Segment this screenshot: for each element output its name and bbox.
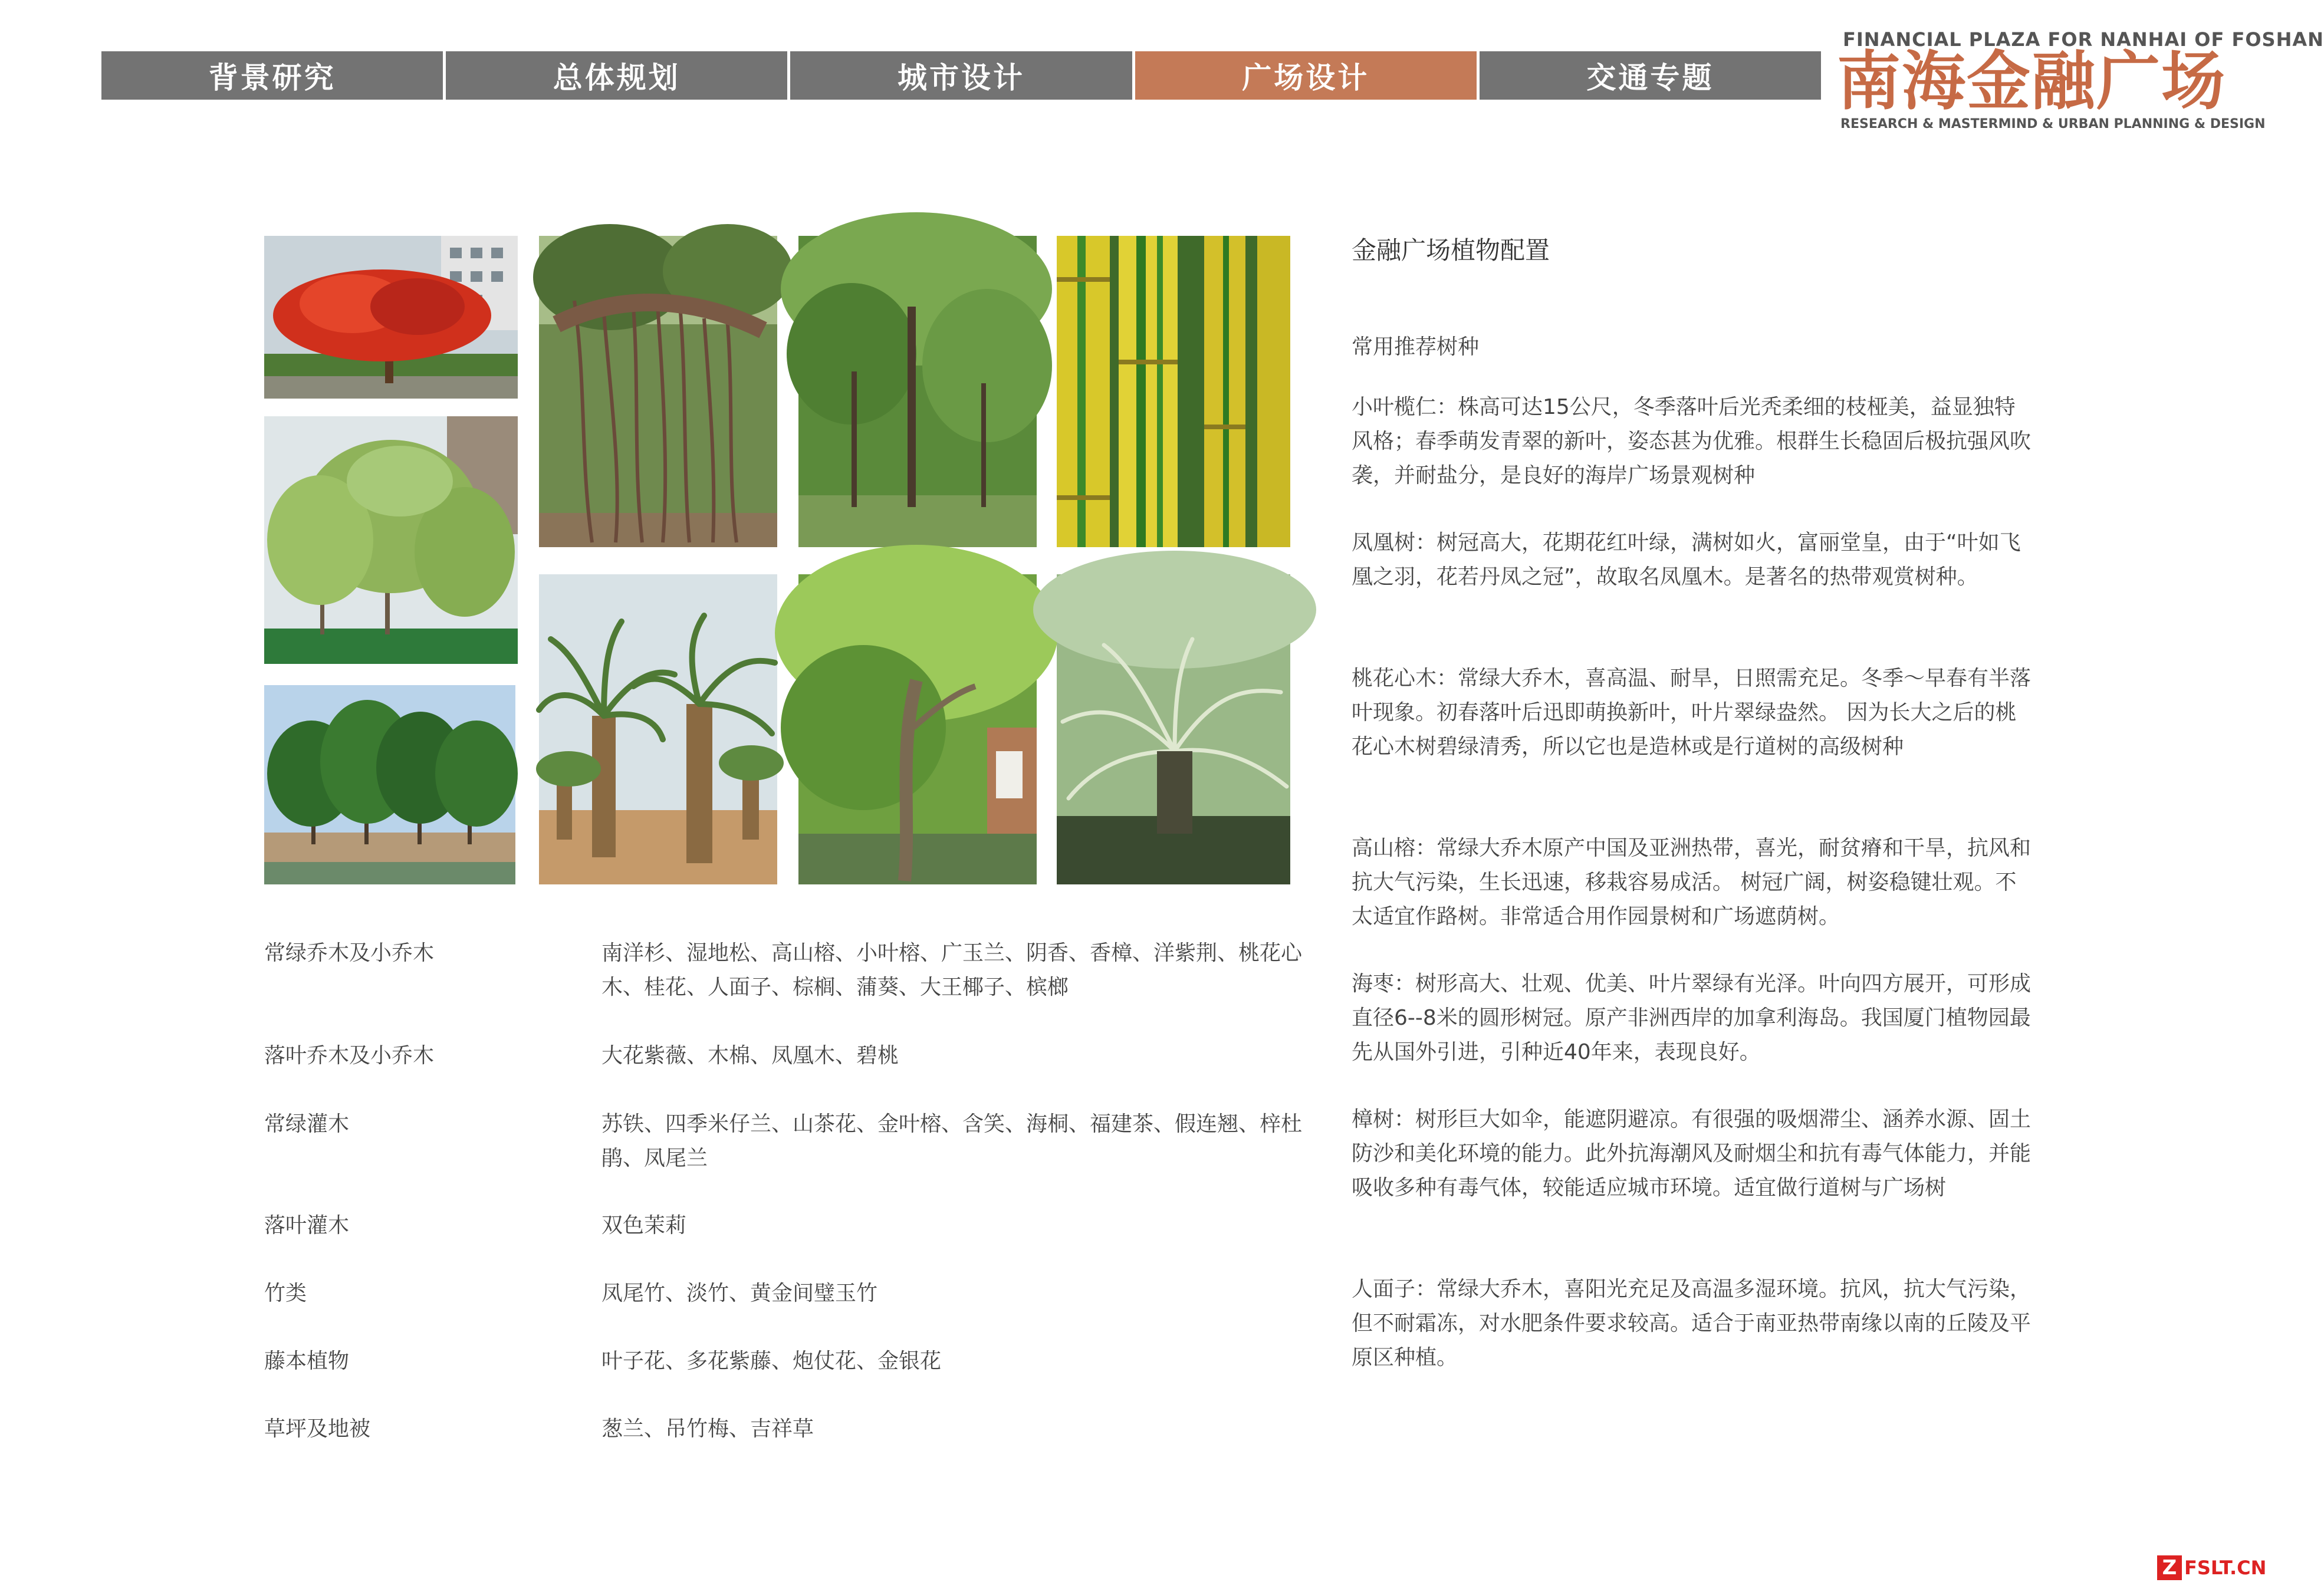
project-logo — [1837, 28, 2324, 131]
tab-background-research[interactable]: 背景研究 — [101, 51, 446, 100]
tab-master-planning[interactable]: 总体规划 — [446, 51, 790, 100]
species-category: 常绿灌木 — [264, 1112, 350, 1136]
species-list: 双色茉莉 — [601, 1213, 687, 1238]
species-list: 南洋杉、湿地松、高山榕、小叶榕、广玉兰、阴香、香樟、洋紫荆、桃花心木、桂花、人面子、棕榈、蒲葵、大王椰子、槟榔 — [601, 941, 1303, 999]
paragraph-flame-tree: 凤凰树：树冠高大，花期花红叶绿，满树如火，富丽堂皇，由于“叶如飞凰之羽，花若丹凤之冠”，故取名凤凰木。是著名的热带观赏树种。 — [1352, 531, 2021, 589]
species-list: 苏铁、四季米仔兰、山茶花、金叶榕、含笑、海桐、福建茶、假连翘、梓杜鹃、凤尾兰 — [601, 1112, 1303, 1170]
paragraph-small-leaf-terminalia: 小叶榄仁：株高可达15公尺，冬季落叶后光秃柔细的枝桠美，益显独特风格；春季萌发青翠的新叶，姿态甚为优雅。根群生长稳固后极抗强风吹袭，并耐盐分，是良好的海岸广场景观树种 — [1352, 395, 2032, 488]
top-navigation — [101, 51, 1821, 100]
species-category: 常绿乔木及小乔木 — [264, 941, 435, 965]
date-palms-photo — [539, 574, 777, 884]
tab-traffic-topic[interactable]: 交通专题 — [1480, 51, 1821, 100]
paragraph-dracontomelon: 人面子：常绿大乔木，喜阳光充足及高温多湿环境。抗风，抗大气污染，但不耐霜冻，对水肥条件要求较高。适合于南亚热带南缘以南的丘陵及平原区种植。 — [1352, 1277, 2032, 1370]
cycad-fern-photo — [1057, 574, 1290, 884]
species-category: 落叶乔木及小乔木 — [264, 1044, 435, 1068]
banyan-roots-photo — [539, 236, 777, 547]
logo-english-title: FINANCIAL PLAZA FOR NANHAI OF FOSHAN — [1843, 28, 2324, 51]
logo-chinese-title: 南海金融广场 — [1837, 45, 2227, 119]
species-list: 葱兰、吊竹梅、吉祥草 — [601, 1417, 814, 1441]
species-list: 凤尾竹、淡竹、黄金间璧玉竹 — [601, 1281, 878, 1305]
terminalia-tree-photo — [264, 416, 518, 664]
species-category: 草坪及地被 — [264, 1417, 371, 1441]
watermark-logo-icon: Z — [2157, 1555, 2182, 1580]
species-category: 竹类 — [264, 1281, 307, 1305]
tab-urban-design[interactable]: 城市设计 — [790, 51, 1135, 100]
species-list: 大花紫薇、木棉、凤凰木、碧桃 — [601, 1044, 899, 1068]
tab-plaza-design[interactable]: 广场设计 — [1135, 51, 1480, 100]
paragraph-banyan: 高山榕：常绿大乔木原产中国及亚洲热带，喜光，耐贫瘠和干旱，抗风和抗大气污染，生长迅速，移栽容易成活。 树冠广阔，树姿稳键壮观。不太适宜作路树。非常适合用作园景树和广场遮荫树。 — [1352, 836, 2032, 929]
watermark-text: FSLT.CN — [2184, 1557, 2267, 1579]
species-list: 叶子花、多花紫藤、炮仗花、金银花 — [601, 1349, 942, 1373]
section-subtitle: 常用推荐树种 — [1352, 335, 1480, 359]
flame-tree-photo — [264, 236, 518, 399]
paragraph-mahogany: 桃花心木：常绿大乔木，喜高温、耐旱，日照需充足。冬季～早春有半落叶现象。初春落叶后迅即萌换新叶，叶片翠绿盎然。 因为长大之后的桃花心木树碧绿清秀，所以它也是造林或是行道树的高级树种 — [1352, 666, 2032, 759]
site-watermark — [2157, 1554, 2266, 1582]
species-category: 落叶灌木 — [264, 1213, 350, 1238]
paragraph-date-palm: 海枣：树形高大、壮观、优美、叶片翠绿有光泽。叶向四方展开，可形成直径6--8米的圆形树冠。原产非洲西岸的加拿利海岛。我国厦门植物园最先从国外引进，引种近40年来，表现良好。 — [1352, 972, 2032, 1064]
section-title: 金融广场植物配置 — [1352, 236, 1550, 265]
paragraph-camphor: 樟树：树形巨大如伞，能遮阴避凉。有很强的吸烟滞尘、涵养水源、固土防沙和美化环境的能力。此外抗海潮风及耐烟尘和抗有毒气体能力，并能吸收多种有毒气体，较能适应城市环境。适宜做行道树与广场树 — [1352, 1107, 2032, 1200]
forest-trees-photo — [798, 236, 1037, 547]
species-category: 藤本植物 — [264, 1349, 350, 1373]
camphor-row-photo — [264, 685, 515, 884]
tree-canopy-photo — [798, 574, 1037, 884]
golden-bamboo-photo — [1057, 236, 1290, 547]
logo-subtitle: RESEARCH & MASTERMIND & URBAN PLANNING & DESIGN — [1840, 117, 2266, 131]
